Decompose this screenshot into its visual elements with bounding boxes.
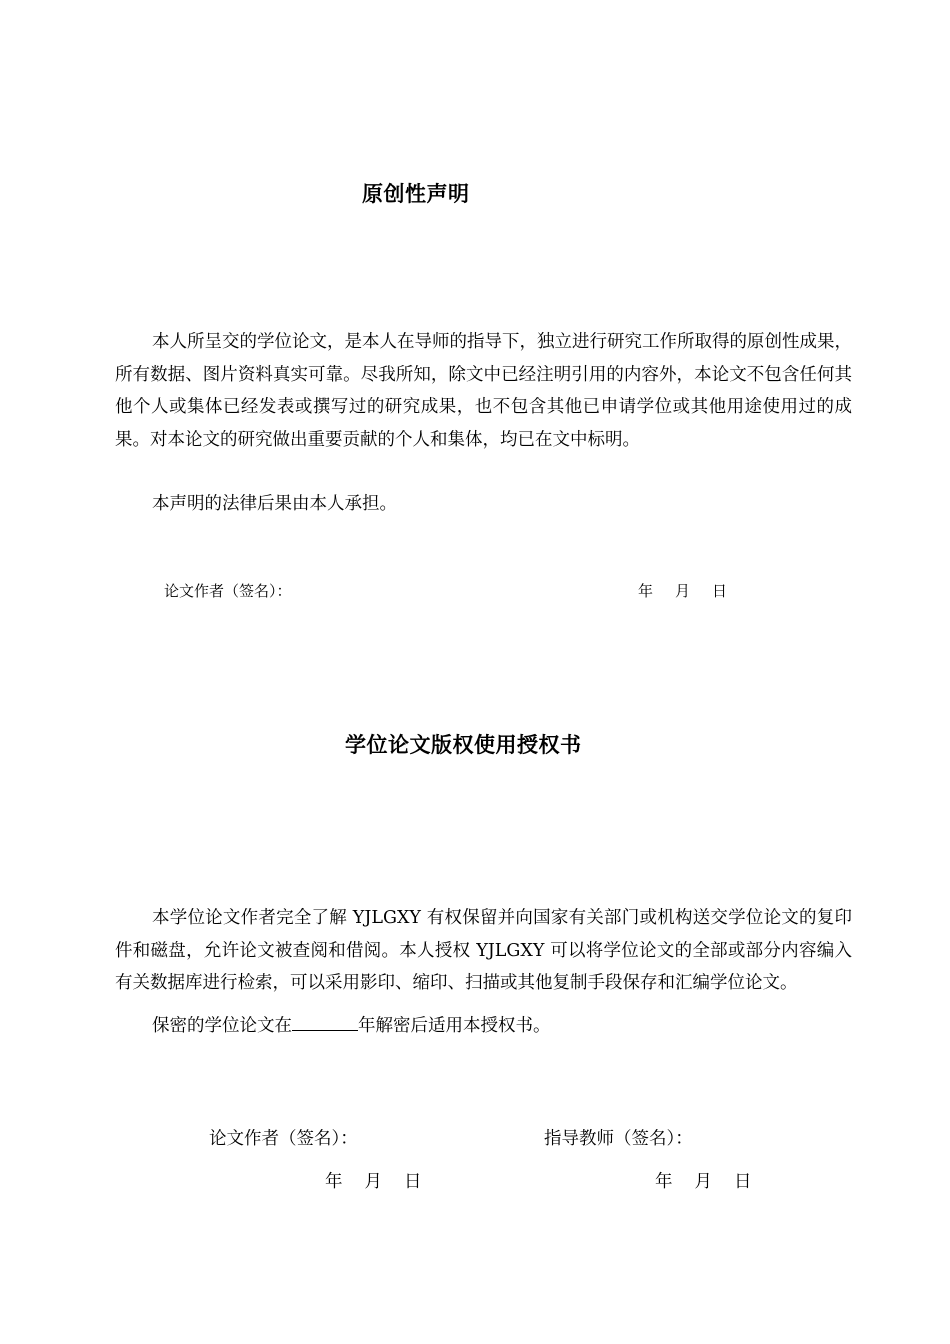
year-label: 年: [655, 1172, 673, 1192]
declaration-legal-paragraph: 本声明的法律后果由本人承担。: [152, 494, 397, 514]
confidentiality-text-after: 年解密后适用本授权书。: [358, 1016, 551, 1036]
day-label: 日: [734, 1172, 752, 1192]
authorization-author-signature-label: 论文作者（签名）：: [209, 1129, 358, 1149]
month-label: 月: [694, 1172, 712, 1192]
advisor-signature-date: [655, 1168, 752, 1193]
month-label: 月: [675, 582, 691, 600]
author-signature-date: [325, 1168, 422, 1193]
advisor-signature-label: 指导教师（签名）：: [544, 1129, 693, 1149]
declaration-author-signature-label: 论文作者（签名）：: [164, 582, 292, 600]
year-label: 年: [638, 582, 654, 600]
confidentiality-paragraph: [115, 1010, 852, 1043]
years-blank-line: [292, 1012, 358, 1031]
authorization-title: 学位论文版权使用授权书: [345, 733, 582, 757]
declaration-paragraph: 本人所呈交的学位论文，是本人在导师的指导下，独立进行研究工作所取得的原创性成果，所有数据、图片资料真实可靠。尽我所知，除文中已经注明引用的内容外，本论文不包含任何其他个人或集体已经发表或撰写过的研究成果，也不包含其他已申请学位或其他用途使用过的成果。对本论文的研究做出重要贡献的个人和集体，均已在文中标明。: [115, 332, 852, 450]
day-label: 日: [404, 1172, 422, 1192]
declaration-signature-date: [638, 580, 727, 601]
year-label: 年: [325, 1172, 343, 1192]
authorization-paragraph: 本学位论文作者完全了解 YJLGXY 有权保留并向国家有关部门或机构送交学位论文的复印件和磁盘，允许论文被查阅和借阅。本人授权 YJLGXY 可以将学位论文的全部或部分内容编入有关数据库进行检索，可以采用影印、缩印、扫描或其他复制手段保存和汇编学位论文。: [115, 908, 852, 993]
declaration-title: 原创性声明: [362, 182, 470, 206]
day-label: 日: [712, 582, 728, 600]
confidentiality-text-before: 保密的学位论文在: [152, 1016, 292, 1036]
month-label: 月: [364, 1172, 382, 1192]
